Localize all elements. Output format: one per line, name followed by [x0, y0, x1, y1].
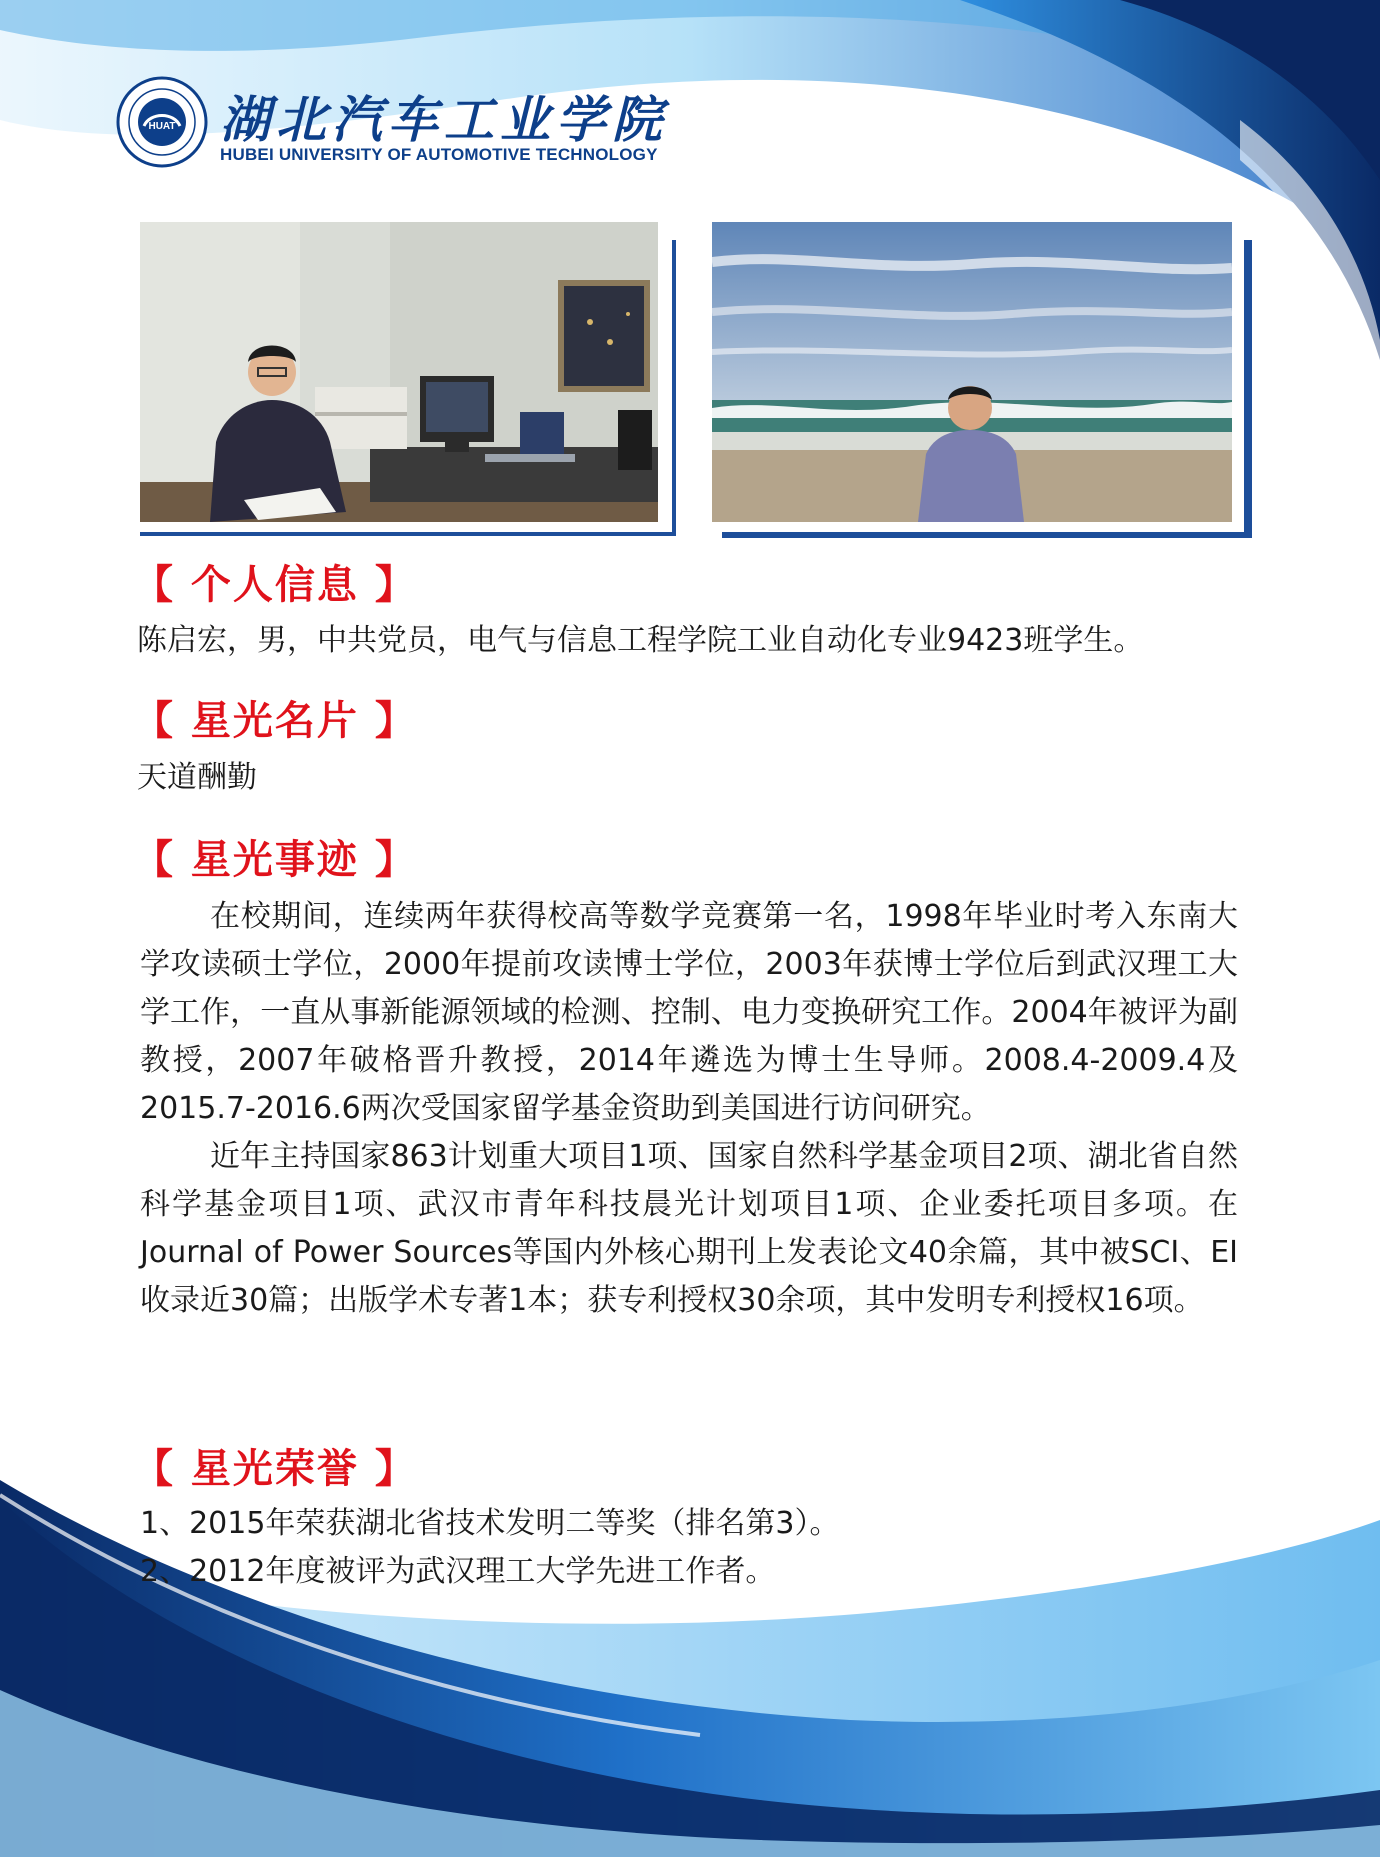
honor-item: 1、2015年荣获湖北省技术发明二等奖（排名第3）。	[140, 1506, 840, 1541]
beach-photo	[712, 222, 1232, 522]
section-heading-motto: 【 星光名片 】	[133, 698, 417, 744]
section-heading-honors: 【 星光荣誉 】	[133, 1446, 417, 1492]
university-name-cn: 湖北汽车工业学院	[220, 90, 668, 149]
deeds-paragraph: 在校期间，连续两年获得校高等数学竞赛第一名，1998年毕业时考入东南大学攻读硕士学位，2000年提前攻读博士学位，2003年获博士学位后到武汉理工大学工作，一直从事新能源领域的检测、控制、电力变换研究工作。2004年被评为副教授，2007年破格晋升教授，2014年遴选为博士生导师。2008.4-2009.4及2015.7-2016.6两次受国家留学基金资助到美国进行访问研究。	[140, 899, 1238, 1126]
office-photo	[140, 222, 658, 522]
logo-emblem-text: HUAT	[148, 121, 176, 132]
deeds-paragraph: 近年主持国家863计划重大项目1项、国家自然科学基金项目2项、湖北省自然科学基金项目1项、武汉市青年科技晨光计划项目1项、企业委托项目多项。在Journal of Power Sources等国内外核心期刊上发表论文40余篇，其中被SCI、EI收录近30篇；出版学术专著1本；获专利授权30余项，其中发明专利授权16项。	[140, 1139, 1238, 1318]
motto-text: 天道酬勤	[137, 760, 257, 795]
deeds-body	[140, 893, 1238, 1325]
section-heading-deeds: 【 星光事迹 】	[133, 837, 417, 883]
honor-item: 2、2012年度被评为武汉理工大学先进工作者。	[140, 1554, 776, 1589]
university-name-en: HUBEI UNIVERSITY OF AUTOMOTIVE TECHNOLOGY	[220, 145, 658, 164]
honors-list	[140, 1500, 840, 1596]
personal-info-text: 陈启宏，男，中共党员，电气与信息工程学院工业自动化专业9423班学生。	[137, 623, 1144, 658]
university-logo-icon	[116, 76, 208, 168]
section-heading-personal-info: 【 个人信息 】	[133, 562, 417, 608]
